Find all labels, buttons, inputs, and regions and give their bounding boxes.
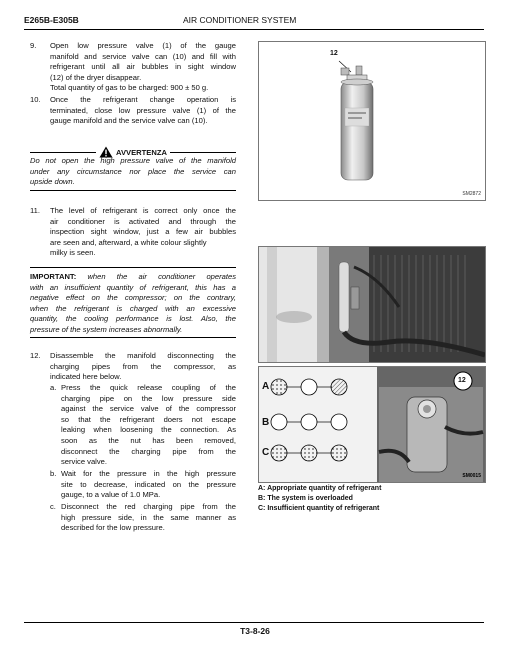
text-line: The level of refrigerant is correct only once the (50, 206, 236, 215)
text-line: indicated here below. (50, 372, 122, 382)
text-line: Open low pressure valve (1) of the gauge (50, 41, 236, 50)
step-number: 11. (30, 206, 40, 215)
figure-receiver-dryer (258, 41, 486, 201)
document-code: E265B-E305B (24, 15, 79, 25)
text-fragment: when the air conditioner operates (87, 272, 236, 281)
sub-step-letter: a. (50, 383, 57, 392)
text-line: Total quantity of gas to be charged: 900 ± 50 g. (50, 83, 209, 93)
step-12 (30, 351, 236, 384)
sub-step-letter: c. (50, 502, 56, 511)
text-line (30, 272, 236, 283)
step-12a (50, 383, 236, 469)
text-line: charging pipe on the low pressure side (61, 393, 236, 403)
step-10 (30, 95, 236, 128)
step-number: 12. (30, 351, 41, 360)
sight-window-diagram (259, 367, 377, 482)
text-line: negative effect on the compressor; on the contrary, (30, 293, 236, 303)
text-line: gauge, to a value of 1.0 MPa. (61, 490, 161, 500)
text-line: terminated, close low pressure valve (1) of the (50, 105, 236, 115)
legend-item-b: B: The system is overloaded (258, 495, 353, 502)
important-top-rule (30, 267, 236, 268)
text-line: (12) of the dryer disappear. (50, 72, 142, 82)
step-9 (30, 41, 236, 95)
text-line: with an insufficient quantity of refrigerant, this has a (30, 282, 236, 292)
text-line: described for the low pressure. (61, 523, 165, 533)
page-number: T3-8-26 (240, 626, 270, 636)
step-12b (50, 469, 236, 502)
warning-text (30, 156, 236, 188)
text-line: quantity, the cooling performance is lost. Also, the (30, 314, 236, 324)
text-line: Press the quick release coupling of the (61, 383, 236, 392)
text-line: charging pipes from the compressor, as (50, 361, 236, 371)
callout-12: 12 (330, 50, 338, 57)
text-line: service valve. (61, 457, 108, 467)
text-line: site to decrease, indicated on the pressure (61, 479, 236, 489)
text-line: Disconnect the red charging pipe from the (61, 502, 236, 511)
text-line: gauge manifold and the service valve can (10). (50, 116, 208, 126)
figure-engine-bay-photo (258, 246, 486, 363)
step-11 (30, 206, 236, 260)
figure-code: SM2872 (462, 191, 481, 197)
text-line: air conditioner is activated and through the (50, 216, 236, 226)
receiver-dryer-illustration (259, 42, 485, 200)
text-line: when the refrigerant is charged with an excessive (30, 303, 236, 313)
row-label-c: C (262, 447, 270, 458)
text-line: under any circumstance nor place the service can (30, 166, 236, 176)
text-line: leaking when loosening the connection. As (61, 425, 236, 435)
figure-sight-window-states (258, 366, 486, 483)
text-line: manifold and service valve can (10) and fill with (50, 51, 236, 61)
footer-divider (24, 622, 484, 623)
warning-bottom-rule (30, 190, 236, 191)
text-line: upside down. (30, 177, 75, 187)
text-line: Disassemble the manifold disconnecting the (50, 351, 236, 360)
row-label-a: A (262, 381, 270, 392)
engine-bay-photo-illustration (259, 247, 485, 362)
important-bottom-rule (30, 337, 236, 338)
sub-step-letter: b. (50, 469, 57, 478)
text-line: are seen and, afterward, a white colour slightly (50, 237, 207, 247)
callout-12: 12 (458, 377, 466, 384)
text-line: Do not open the high pressure valve of the manifold (30, 156, 236, 165)
figure-code: SM0015 (462, 473, 481, 479)
warning-rule-left (30, 152, 96, 153)
text-line: so that the refrigerant doers not escape (61, 414, 236, 424)
legend-item-c: C: Insufficient quantity of refrigerant (258, 505, 380, 512)
text-line: high pressure side, in the same manner as (61, 512, 236, 522)
step-number: 9. (30, 41, 37, 50)
row-label-b: B (262, 417, 270, 428)
warning-rule-right (170, 152, 236, 153)
header-divider (24, 29, 484, 30)
text-line: milky is seen. (50, 248, 96, 258)
important-note (30, 272, 236, 336)
figure-legend (258, 484, 484, 514)
text-line: pressure of the system increases abnormally. (30, 324, 183, 334)
important-label: IMPORTANT: (30, 272, 77, 281)
legend-item-a: A: Appropriate quantity of refrigerant (258, 485, 382, 492)
text-line: refrigerant until all air bubbles in sight window (50, 62, 236, 72)
text-line: against the service valve of the compressor (61, 404, 236, 414)
text-line: Once the refrigerant change operation is (50, 95, 236, 104)
warning-label: AVVERTENZA (116, 147, 167, 157)
text-line: soon as the nut has been removed, (61, 435, 236, 445)
step-12c (50, 502, 236, 535)
text-line: inspection sight window, just a few air bubbles (50, 227, 236, 237)
text-line: disconnect the charging pipe from the (61, 446, 236, 456)
text-line: Wait for the pressure in the high pressure (61, 469, 236, 478)
section-title: AIR CONDITIONER SYSTEM (183, 15, 297, 25)
step-number: 10. (30, 95, 41, 104)
